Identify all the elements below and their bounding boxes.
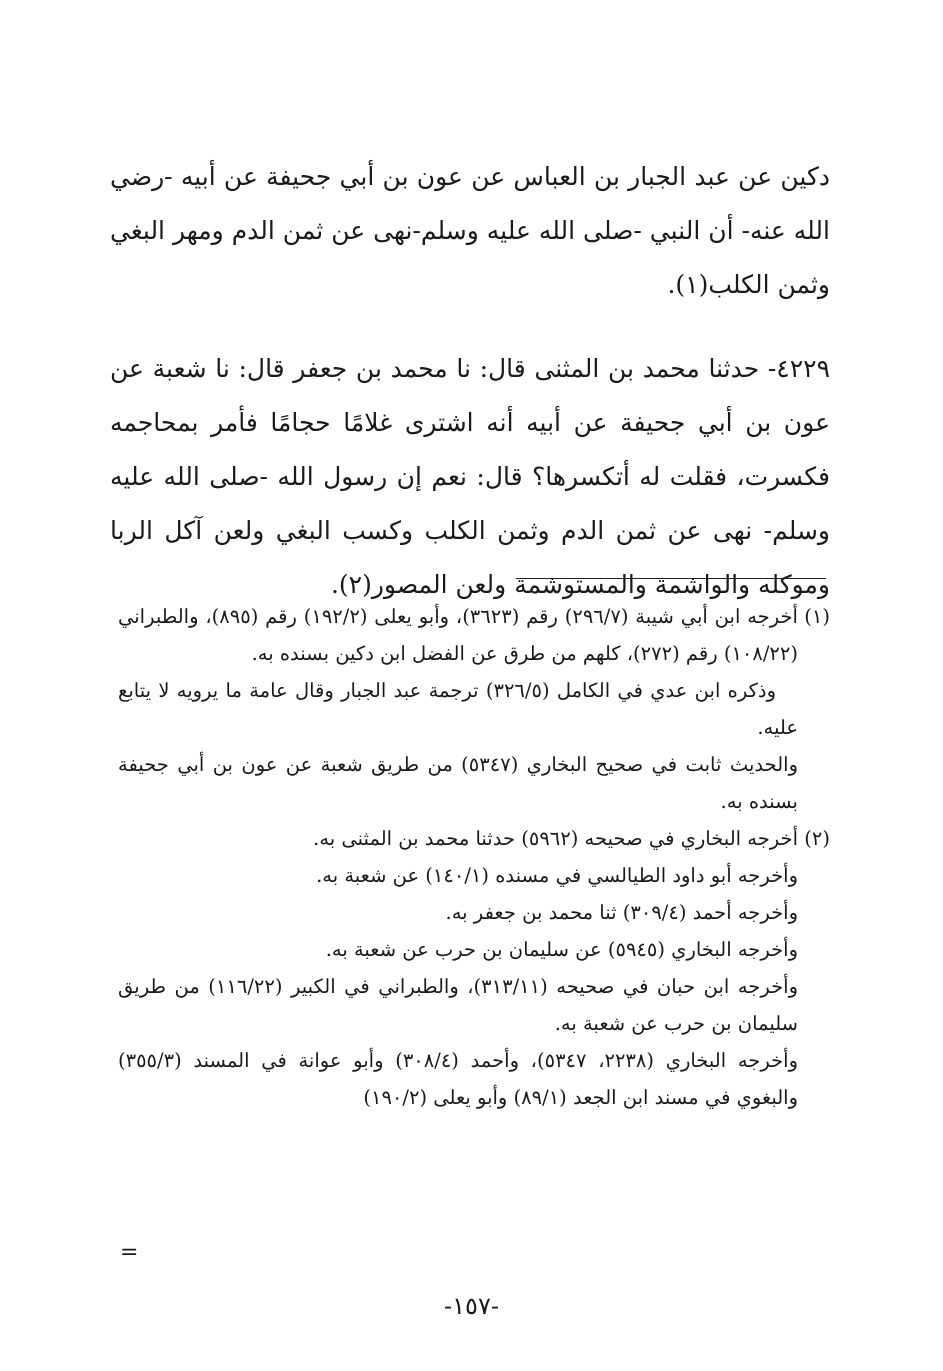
- footnote-body: [118, 820, 798, 1116]
- footnote-line: وأخرجه البخاري (٢٢٣٨، ٥٣٤٧)، وأحمد (٣٠٨/٤) وأبو عوانة في المسند (٣٥٥/٣) والبغوي في مسند ابن الجعد (٨٩/١) وأبو يعلى (١٩٠/٢): [118, 1049, 798, 1109]
- footnote-line: وذكره ابن عدي في الكامل (٣٢٦/٥) ترجمة عبد الجبار وقال عامة ما يرويه لا يتابع عليه.: [118, 679, 798, 739]
- footnote-separator: [516, 578, 826, 579]
- footnote-marker: (٢): [804, 827, 830, 850]
- footnote-2: [118, 820, 830, 1116]
- footnote-line: أخرجه البخاري في صحيحه (٥٩٦٢) حدثنا محمد بن المثنى به.: [313, 827, 798, 850]
- main-text: [110, 150, 830, 612]
- footnote-body: [118, 598, 798, 820]
- footnotes: [118, 598, 830, 1116]
- footnote-line: وأخرجه ابن حبان في صحيحه (٣١٣/١١)، والطبراني في الكبير (١١٦/٢٢) من طريق سليمان بن حرب عن شعبة به.: [118, 975, 798, 1035]
- main-paragraph-1: دكين عن عبد الجبار بن العباس عن عون بن أبي جحيفة عن أبيه -رضي الله عنه- أن النبي -صلى الله عليه وسلم-نهى عن ثمن الدم ومهر البغي وثمن الكلب(١).: [110, 162, 830, 299]
- footnote-marker: (١): [804, 605, 830, 628]
- footnote-line: والحديث ثابت في صحيح البخاري (٥٣٤٧) من طريق شعبة عن عون بن أبي جحيفة بسنده به.: [118, 753, 798, 813]
- main-paragraph-hadith-4229: ٤٢٢٩- حدثنا محمد بن المثنى قال: نا محمد بن جعفر قال: نا شعبة عن عون بن أبي جحيفة عن أبيه أنه اشترى غلامًا حجامًا فأمر بمحاجمه فكسرت، فقلت له أتكسرها؟ قال: نعم إن رسول الله -صلى الله عليه وسلم- نهى عن ثمن الدم وثمن الكلب وكسب البغي ولعن آكل الربا وموكله والواشمة والمستوشمة ولعن المصور(٢).: [110, 354, 830, 599]
- footnote-line: أخرجه ابن أبي شيبة (٢٩٦/٧) رقم (٣٦٢٣)، وأبو يعلى (١٩٢/٢) رقم (٨٩٥)، والطبراني (١٠٨/٢٢) رقم (٢٧٢)، كلهم من طرق عن الفضل ابن دكين بسنده به.: [118, 605, 798, 665]
- footnote-line: وأخرجه البخاري (٥٩٤٥) عن سليمان بن حرب عن شعبة به.: [325, 938, 798, 961]
- continuation-mark: =: [120, 1240, 139, 1265]
- footnote-1: [118, 598, 830, 820]
- footnote-line: وأخرجه أحمد (٣٠٩/٤) ثنا محمد بن جعفر به.: [445, 901, 798, 924]
- footnote-line: وأخرجه أبو داود الطيالسي في مسنده (١٤٠/١) عن شعبة به.: [316, 864, 798, 887]
- page-number: -١٥٧-: [444, 1292, 499, 1320]
